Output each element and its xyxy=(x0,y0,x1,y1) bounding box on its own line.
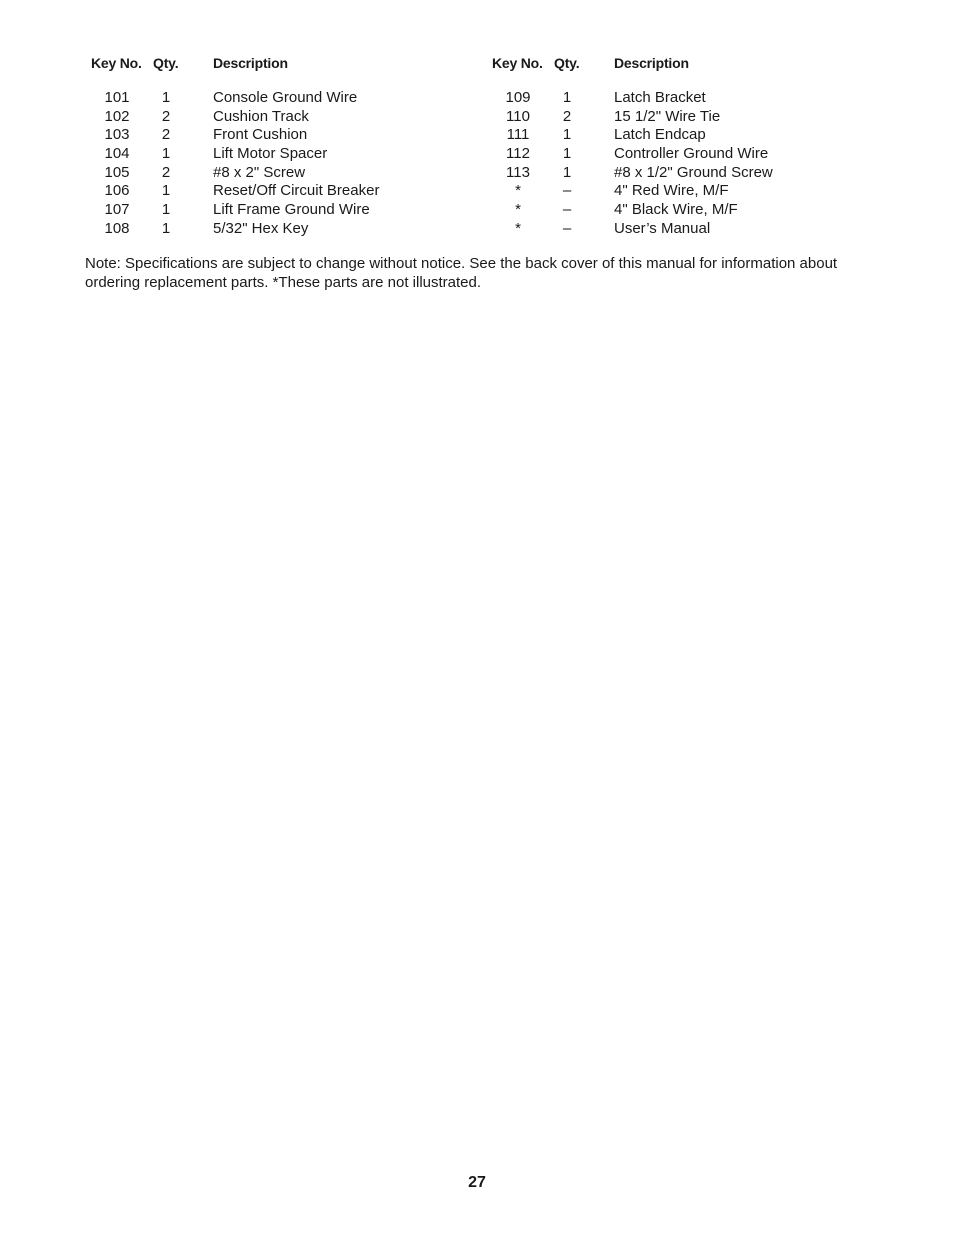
key-no: 110 xyxy=(506,107,530,125)
qty: – xyxy=(562,219,572,237)
table-header xyxy=(88,55,388,73)
description: #8 x 1/2" Ground Screw xyxy=(614,163,773,181)
table-row xyxy=(489,220,789,239)
qty: 1 xyxy=(161,182,171,200)
key-no: 109 xyxy=(505,89,531,106)
parts-list xyxy=(489,89,789,239)
key-no: 105 xyxy=(104,163,130,181)
table-row xyxy=(88,164,388,183)
table-row xyxy=(88,108,388,127)
description: Console Ground Wire xyxy=(213,89,358,106)
header-qty: Qty. xyxy=(554,55,580,71)
table-row xyxy=(489,164,789,183)
table-header xyxy=(489,55,789,73)
header-key-no: Key No. xyxy=(492,55,543,71)
table-row xyxy=(88,182,388,201)
description: Controller Ground Wire xyxy=(614,145,769,163)
key-no: 101 xyxy=(104,89,130,106)
table-row xyxy=(88,89,388,108)
header-description: Description xyxy=(213,55,288,71)
table-row xyxy=(489,89,789,108)
description: Reset/Off Circuit Breaker xyxy=(213,182,380,200)
key-no: 103 xyxy=(104,126,130,144)
table-row xyxy=(489,126,789,145)
qty: 2 xyxy=(161,107,171,125)
parts-table-left xyxy=(88,55,388,237)
parts-table-right xyxy=(489,55,789,237)
table-row xyxy=(489,145,789,164)
table-row xyxy=(88,145,388,164)
key-no: 104 xyxy=(104,145,130,163)
description: User’s Manual xyxy=(614,219,711,237)
key-no: * xyxy=(515,182,521,200)
key-no: 108 xyxy=(104,219,130,237)
qty: 2 xyxy=(562,107,572,125)
description: 15 1/2" Wire Tie xyxy=(614,107,721,125)
header-qty: Qty. xyxy=(153,55,179,71)
qty: 1 xyxy=(562,145,572,163)
table-row xyxy=(88,220,388,239)
description: Lift Motor Spacer xyxy=(213,145,328,163)
description: 4" Black Wire, M/F xyxy=(614,201,738,219)
header-key-no: Key No. xyxy=(91,55,142,71)
header-description: Description xyxy=(614,55,689,71)
qty: 1 xyxy=(161,219,171,237)
key-no: * xyxy=(515,201,521,219)
key-no: 107 xyxy=(104,201,130,219)
qty: 2 xyxy=(161,126,171,144)
table-row xyxy=(489,108,789,127)
qty: 1 xyxy=(562,126,572,144)
description: 4" Red Wire, M/F xyxy=(614,182,729,200)
key-no: 106 xyxy=(104,182,130,200)
qty: 1 xyxy=(161,201,171,219)
description: Lift Frame Ground Wire xyxy=(213,201,370,219)
table-row xyxy=(88,201,388,220)
key-no: 112 xyxy=(506,145,530,163)
description: #8 x 2" Screw xyxy=(213,163,306,181)
key-no: 111 xyxy=(506,126,530,144)
table-row xyxy=(489,182,789,201)
key-no: * xyxy=(515,219,521,237)
qty: 1 xyxy=(562,89,572,106)
key-no: 102 xyxy=(104,107,130,125)
qty: – xyxy=(562,201,572,219)
parts-list xyxy=(88,89,388,239)
qty: 1 xyxy=(161,145,171,163)
qty: 1 xyxy=(562,163,572,181)
description: Front Cushion xyxy=(213,126,308,144)
qty: 2 xyxy=(161,163,171,181)
description: Latch Endcap xyxy=(614,126,706,144)
key-no: 113 xyxy=(506,163,530,181)
qty: 1 xyxy=(161,89,171,106)
description: Latch Bracket xyxy=(614,89,706,106)
table-row xyxy=(88,126,388,145)
description: Cushion Track xyxy=(213,107,309,125)
qty: – xyxy=(562,182,572,200)
description: 5/32" Hex Key xyxy=(213,219,309,237)
note-text: Note: Specifications are subject to change without notice. See the back cover of this manual for information about ordering replacement parts. *These parts are not illustrated. xyxy=(85,255,838,291)
table-row xyxy=(489,201,789,220)
page-number: 27 xyxy=(468,1174,486,1191)
